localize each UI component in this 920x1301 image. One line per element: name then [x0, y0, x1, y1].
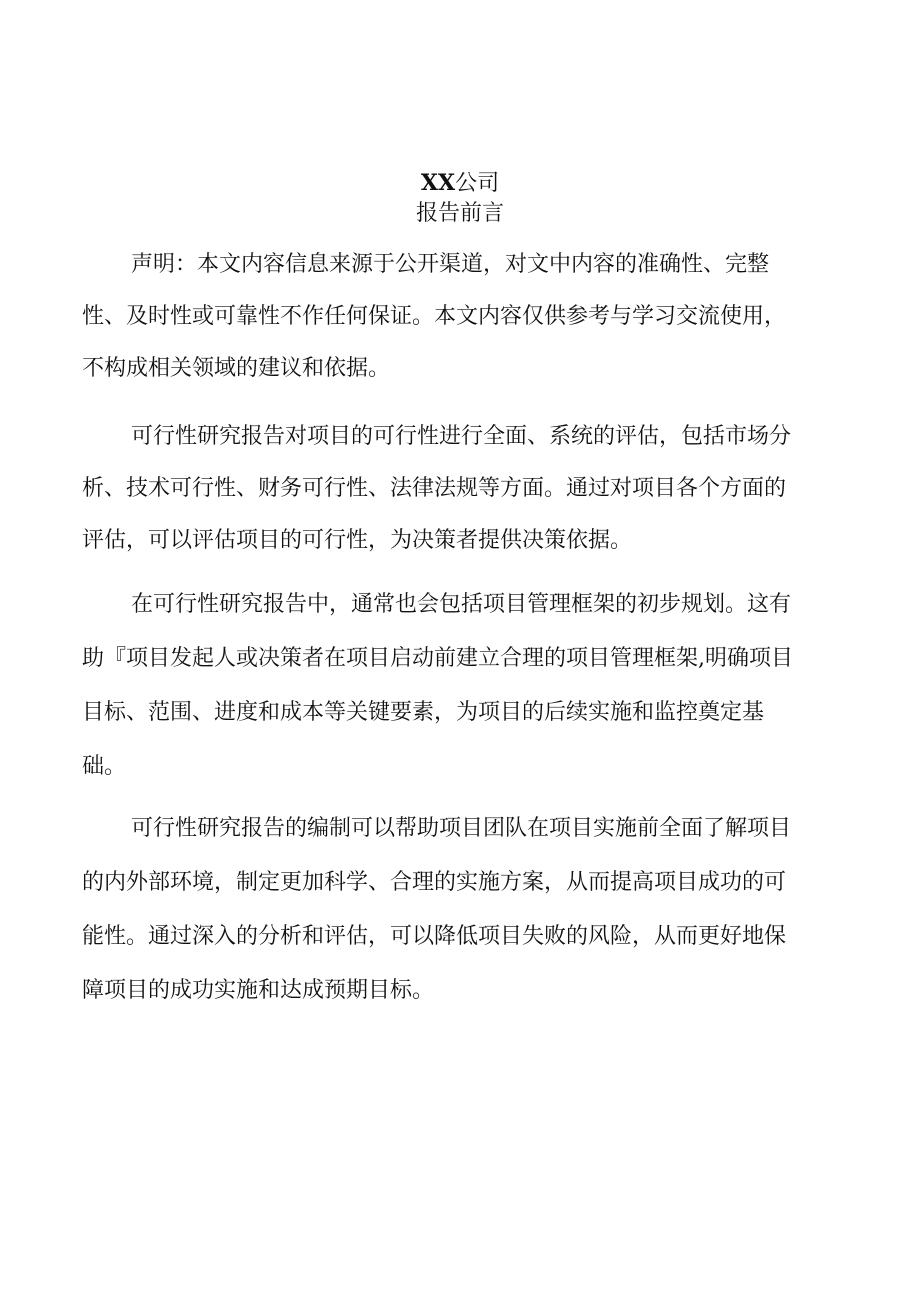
paragraph-3-line-2: 助『项目发起人或决策者在项目启动前建立合理的项目管理框架,明确项目 — [82, 646, 793, 671]
company-name-suffix: 公司 — [455, 171, 500, 196]
paragraph-3-line-3: 目标、范围、进度和成本等关键要素，为项目的后续实施和监控奠定基 — [82, 700, 765, 725]
paragraph-2-line-3: 评估，可以评估项目的可行性，为决策者提供决策依据。 — [82, 528, 633, 553]
document-header — [0, 168, 920, 229]
report-subtitle: 报告前言 — [415, 201, 504, 226]
paragraph-1-line-3: 不构成相关领域的建议和依据。 — [82, 356, 391, 381]
paragraph-4-line-4: 障项目的成功实施和达成预期目标。 — [82, 978, 435, 1003]
paragraph-4-line-1: 可行性研究报告的编制可以帮助项目团队在项目实施前全面了解项目 — [131, 816, 792, 841]
paragraph-3-line-1: 在可行性研究报告中，通常也会包括项目管理框架的初步规划。这有 — [131, 592, 792, 617]
company-name-prefix: XX — [420, 170, 456, 196]
company-name — [0, 168, 920, 199]
paragraph-2-line-2: 析、技术可行性、财务可行性、法律法规等方面。通过对项目各个方面的 — [82, 476, 787, 501]
paragraph-4-line-3: 能性。通过深入的分析和评估，可以降低项目失败的风险，从而更好地保 — [82, 924, 787, 949]
paragraph-1-line-2: 性、及时性或可靠性不作任何保证。本文内容仅供参考与学习交流使用， — [82, 304, 787, 329]
paragraph-1-line-1: 声明：本文内容信息来源于公开渠道，对文中内容的准确性、完整 — [131, 252, 770, 277]
paragraph-2-line-1: 可行性研究报告对项目的可行性进行全面、系统的评估，包括市场分 — [131, 424, 792, 449]
paragraph-3-line-4: 础。 — [82, 754, 127, 779]
paragraph-4-line-2: 的内外部环境，制定更加科学、合理的实施方案，从而提高项目成功的可 — [82, 870, 787, 895]
